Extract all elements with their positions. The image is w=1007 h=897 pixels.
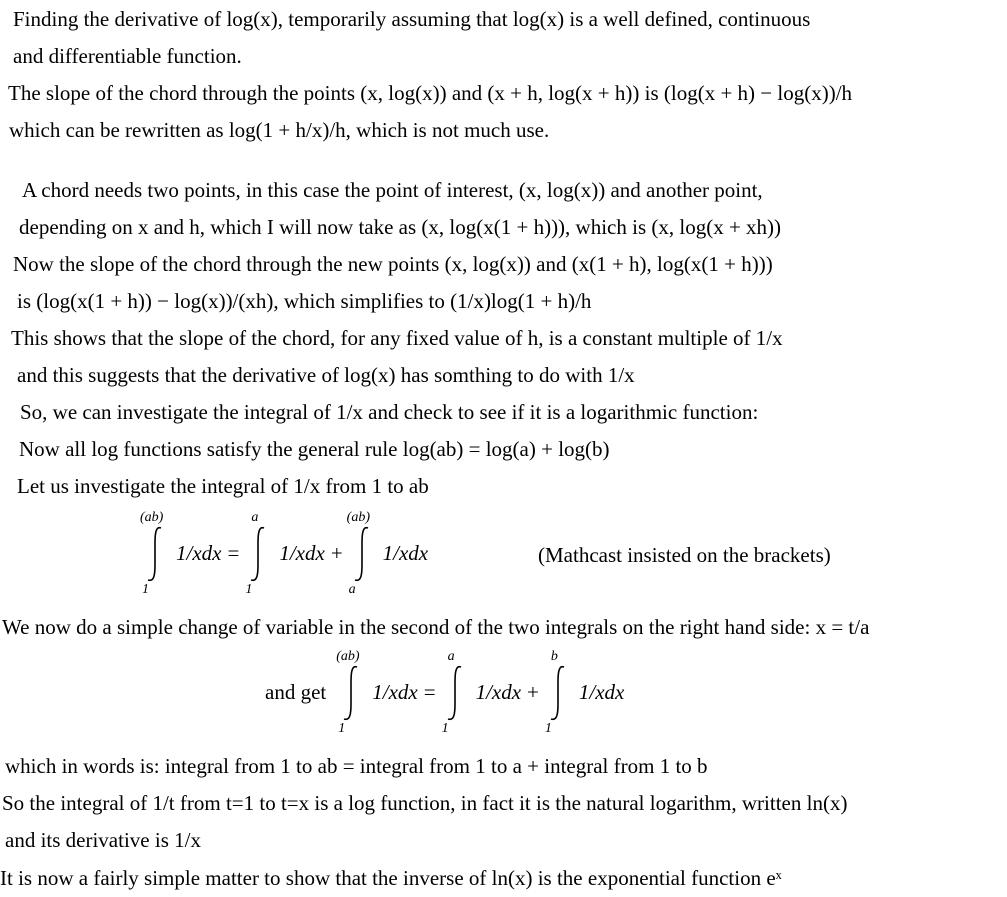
plus-sign: + xyxy=(527,679,539,704)
text-line-8: is (log(x(1 + h)) − log(x))/(xh), which simplifies to (1/x)log(1 + h)/h xyxy=(17,289,592,313)
integrand: 1/xdx xyxy=(372,679,418,704)
upper-limit: b xyxy=(550,649,558,664)
and-get-label: and get xyxy=(265,679,327,704)
mathcast-note: (Mathcast insisted on the brackets) xyxy=(538,543,831,567)
text-line-3: The slope of the chord through the points (x, log(x)) and (x + h, log(x + h)) is (log(x + h) − log(x))/h xyxy=(8,81,853,105)
text-line-10: and this suggests that the derivative of log(x) has somthing to do with 1/x xyxy=(17,363,635,387)
upper-limit: a xyxy=(447,649,455,664)
integral-sign xyxy=(346,510,379,597)
integral-sign xyxy=(245,510,275,597)
upper-limit: a xyxy=(251,510,259,525)
integral-sign-icon xyxy=(352,525,372,583)
integral-sign-icon xyxy=(248,525,268,583)
integral-sign-icon xyxy=(145,525,165,583)
lower-limit: a xyxy=(348,582,356,597)
text-line-16: So the integral of 1/t from t=1 to t=x is a log function, in fact it is the natural logarithm, written ln(x) xyxy=(2,791,848,815)
text-line-9: This shows that the slope of the chord, for any fixed value of h, is a constant multiple of 1/x xyxy=(11,326,783,350)
text-line-15: which in words is: integral from 1 to ab = integral from 1 to a + integral from 1 to b xyxy=(5,754,708,778)
integral-sign xyxy=(140,510,172,597)
integral-sign-icon xyxy=(548,664,568,722)
lower-limit: 1 xyxy=(441,721,449,736)
text-line-13: Let us investigate the integral of 1/x from 1 to ab xyxy=(17,474,429,498)
integral-sign xyxy=(336,649,368,736)
integral-sign-icon xyxy=(445,664,465,722)
integrand: 1/xdx xyxy=(176,540,222,565)
integrand: 1/xdx xyxy=(382,540,429,565)
integral-sign xyxy=(544,649,575,736)
upper-limit: (ab) xyxy=(346,510,370,525)
upper-limit: (ab) xyxy=(336,649,360,664)
text-line-14: We now do a simple change of variable in the second of the two integrals on the right hand side: x = t/a xyxy=(2,615,870,639)
integrand: 1/xdx xyxy=(279,540,325,565)
integral-sign xyxy=(441,649,472,736)
equals-sign: = xyxy=(423,679,436,704)
integral-equation-2 xyxy=(265,649,625,736)
lower-limit: 1 xyxy=(142,582,149,597)
upper-limit: (ab) xyxy=(140,510,164,525)
text-line-12: Now all log functions satisfy the general rule log(ab) = log(a) + log(b) xyxy=(19,437,610,461)
text-line-6: depending on x and h, which I will now take as (x, log(x(1 + h))), which is (x, log(x + xh)) xyxy=(19,215,782,239)
text-line-7: Now the slope of the chord through the new points (x, log(x)) and (x(1 + h), log(x(1 + h))) xyxy=(13,252,773,276)
text-line-17: and its derivative is 1/x xyxy=(5,828,201,852)
text-line-5: A chord needs two points, in this case the point of interest, (x, log(x)) and another point, xyxy=(22,178,763,202)
text-line-4: which can be rewritten as log(1 + h/x)/h, which is not much use. xyxy=(9,118,550,142)
equals-sign: = xyxy=(227,540,240,565)
integral-sign-icon xyxy=(341,664,361,722)
plus-sign: + xyxy=(330,540,343,565)
text-line-18: It is now a fairly simple matter to show that the inverse of ln(x) is the exponential function eˣ xyxy=(0,866,782,890)
integrand: 1/xdx xyxy=(578,679,625,704)
lower-limit: 1 xyxy=(245,582,253,597)
integrand: 1/xdx xyxy=(475,679,522,704)
text-line-2: and differentiable function. xyxy=(13,44,242,68)
text-line-11: So, we can investigate the integral of 1/x and check to see if it is a logarithmic function: xyxy=(20,400,759,424)
lower-limit: 1 xyxy=(544,721,552,736)
lower-limit: 1 xyxy=(338,721,346,736)
text-line-1: Finding the derivative of log(x), temporarily assuming that log(x) is a well defined, continuous xyxy=(13,7,811,31)
integral-equation-1 xyxy=(140,510,429,597)
